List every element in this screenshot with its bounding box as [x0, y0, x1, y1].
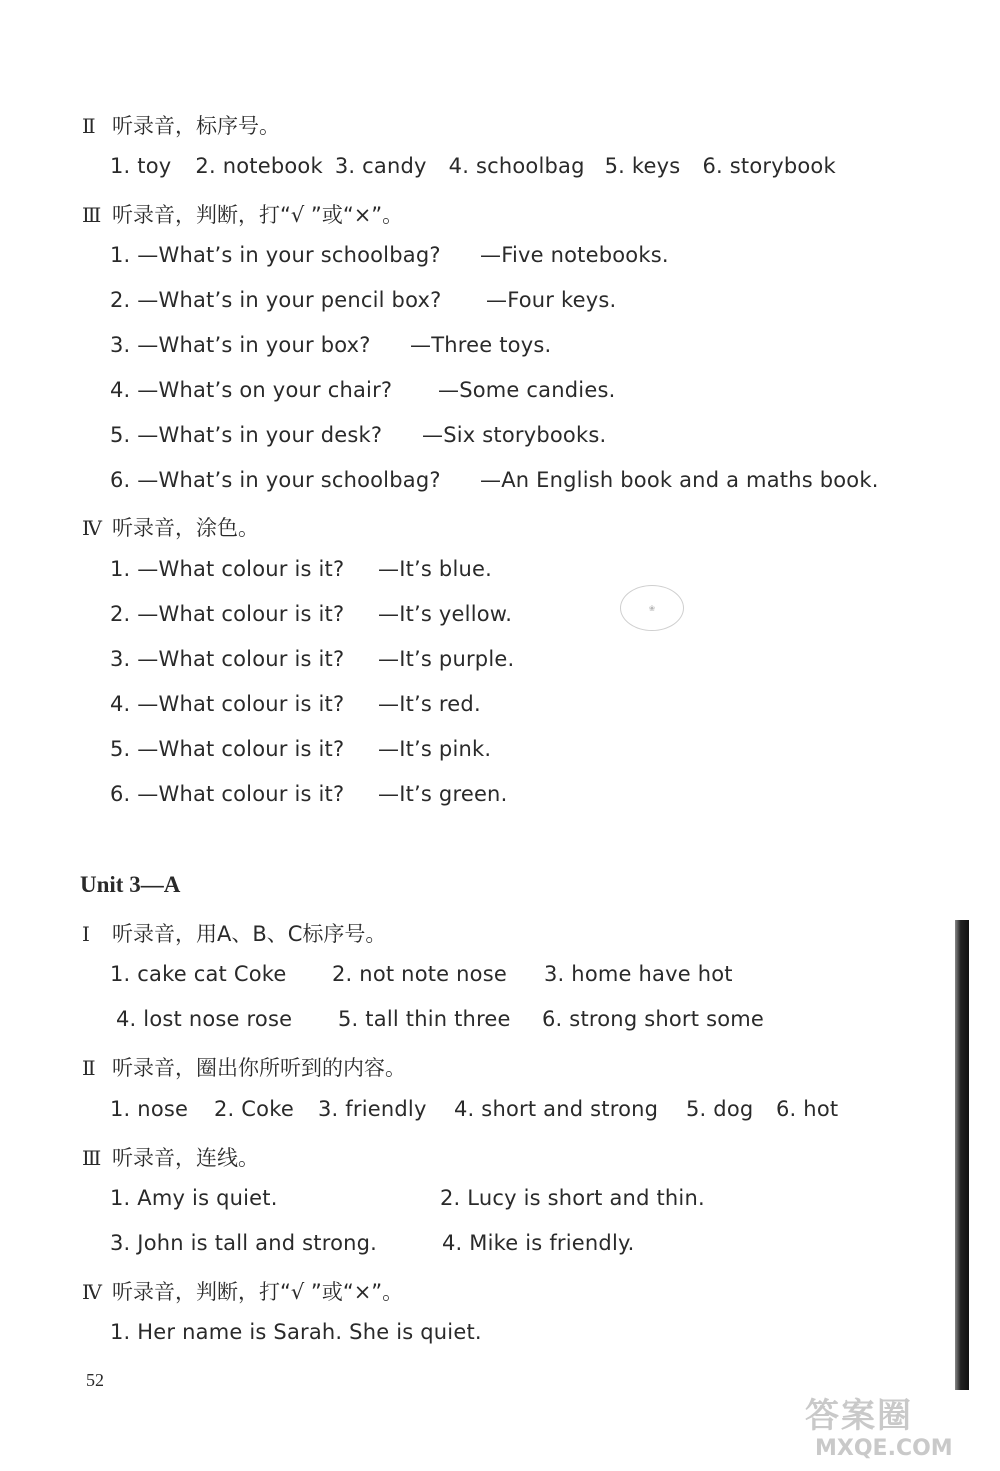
- qa-answer: [480, 468, 879, 492]
- qa-row: [110, 243, 441, 267]
- list-item: 1. nose: [110, 1097, 189, 1121]
- question: 3. —What colour is it?: [110, 647, 345, 671]
- match-item: 2. Lucy is short and thin.: [440, 1186, 705, 1210]
- match-item: 4. Mike is friendly.: [442, 1231, 635, 1255]
- question: 2. —What’s in your pencil box?: [110, 288, 442, 312]
- word-group: 4. lost nose rose: [116, 1007, 293, 1031]
- question: 4. —What’s on your chair?: [110, 378, 393, 402]
- answer: —Six storybooks.: [422, 423, 607, 447]
- match-item: 1. Amy is quiet.: [110, 1186, 278, 1210]
- answer: —It’s green.: [378, 782, 508, 806]
- section-number: Ⅰ: [82, 922, 90, 946]
- word-group: 6. strong short some: [542, 1007, 765, 1031]
- section-title: 听录音，判断，打“√ ”或“×”。: [112, 203, 404, 227]
- qa-row: [110, 557, 344, 581]
- answer: —It’s red.: [378, 692, 481, 716]
- qa-row: [110, 782, 344, 806]
- word-group: 5. tall thin three: [338, 1007, 511, 1031]
- u3-section-4-heading: [82, 1276, 403, 1306]
- qa-answer: [438, 378, 615, 402]
- section-title: 听录音，用A、B、C标序号。: [112, 922, 387, 946]
- list-item: 1. Her name is Sarah. She is quiet.: [110, 1320, 482, 1344]
- match-item: 3. John is tall and strong.: [110, 1231, 378, 1255]
- word-group: 3. home have hot: [544, 962, 733, 986]
- qa-answer: [410, 333, 551, 357]
- section-number: Ⅳ: [82, 516, 102, 540]
- word-group: 2. not note nose: [332, 962, 507, 986]
- question: 5. —What colour is it?: [110, 737, 345, 761]
- answer: —Four keys.: [486, 288, 617, 312]
- qa-answer: [378, 737, 491, 761]
- stamp-mark: ❀: [620, 585, 684, 631]
- qa-answer: [378, 557, 492, 581]
- u3-section-2-heading: [82, 1052, 406, 1082]
- qa-row: [110, 647, 344, 671]
- list-item: 6. storybook: [702, 154, 836, 178]
- question: 6. —What’s in your schoolbag?: [110, 468, 441, 492]
- question: 3. —What’s in your box?: [110, 333, 371, 357]
- qa-row: [110, 602, 344, 626]
- section-title: 听录音，判断，打“√ ”或“×”。: [112, 1280, 404, 1304]
- section-2-items: [110, 154, 836, 178]
- qa-row: [110, 423, 382, 447]
- qa-row: [110, 468, 441, 492]
- qa-row: [110, 378, 392, 402]
- answer: —Some candies.: [438, 378, 616, 402]
- qa-row: [110, 288, 441, 312]
- watermark-text: 答案圈: [805, 1396, 913, 1436]
- answer: —It’s pink.: [378, 737, 492, 761]
- watermark-logo: [805, 1388, 995, 1468]
- list-item: 4. short and strong: [454, 1097, 659, 1121]
- u3-section-1-heading: [82, 918, 386, 948]
- answer: —It’s yellow.: [378, 602, 513, 626]
- qa-answer: [486, 288, 616, 312]
- watermark-url: MXQE.COM: [815, 1436, 953, 1461]
- answer: —Three toys.: [410, 333, 552, 357]
- list-item: 4. schoolbag: [448, 154, 585, 178]
- list-item: 3. friendly: [318, 1097, 427, 1121]
- list-item: 2. notebook: [195, 154, 323, 178]
- list-item: 5. keys: [604, 154, 681, 178]
- section-3-heading: [82, 199, 403, 229]
- qa-answer: [378, 602, 512, 626]
- section-number: Ⅲ: [82, 203, 102, 227]
- section-4-heading: [82, 512, 259, 542]
- section-title: 听录音，涂色。: [112, 516, 259, 540]
- answer: —It’s purple.: [378, 647, 515, 671]
- section-number: Ⅳ: [82, 1280, 102, 1304]
- qa-answer: [422, 423, 606, 447]
- section-number: Ⅱ: [82, 114, 96, 138]
- qa-answer: [480, 243, 669, 267]
- section-title: 听录音，圈出你所听到的内容。: [112, 1056, 406, 1080]
- question: 2. —What colour is it?: [110, 602, 345, 626]
- question: 4. —What colour is it?: [110, 692, 345, 716]
- section-title: 听录音，连线。: [112, 1146, 259, 1170]
- page-binding-shadow: [955, 920, 969, 1390]
- qa-answer: [378, 692, 481, 716]
- list-item: 5. dog: [686, 1097, 754, 1121]
- qa-row: [110, 737, 344, 761]
- list-item: 1. toy: [110, 154, 172, 178]
- page-number: 52: [86, 1370, 104, 1390]
- qa-answer: [378, 782, 507, 806]
- section-title: 听录音，标序号。: [112, 114, 280, 138]
- list-item: 2. Coke: [214, 1097, 294, 1121]
- qa-answer: [378, 647, 514, 671]
- question: 5. —What’s in your desk?: [110, 423, 383, 447]
- section-number: Ⅱ: [82, 1056, 96, 1080]
- section-2-heading: [82, 110, 280, 140]
- list-item: 6. hot: [776, 1097, 839, 1121]
- question: 1. —What colour is it?: [110, 557, 345, 581]
- answer: —Five notebooks.: [480, 243, 669, 267]
- question: 1. —What’s in your schoolbag?: [110, 243, 441, 267]
- answer: —It’s blue.: [378, 557, 492, 581]
- word-group: 1. cake cat Coke: [110, 962, 287, 986]
- question: 6. —What colour is it?: [110, 782, 345, 806]
- unit-title: Unit 3—A: [80, 872, 181, 897]
- section-number: Ⅲ: [82, 1146, 102, 1170]
- qa-row: [110, 333, 371, 357]
- qa-row: [110, 692, 344, 716]
- list-item: 3. candy: [334, 154, 427, 178]
- u3-section-3-heading: [82, 1142, 259, 1172]
- answer: —An English book and a maths book.: [480, 468, 879, 492]
